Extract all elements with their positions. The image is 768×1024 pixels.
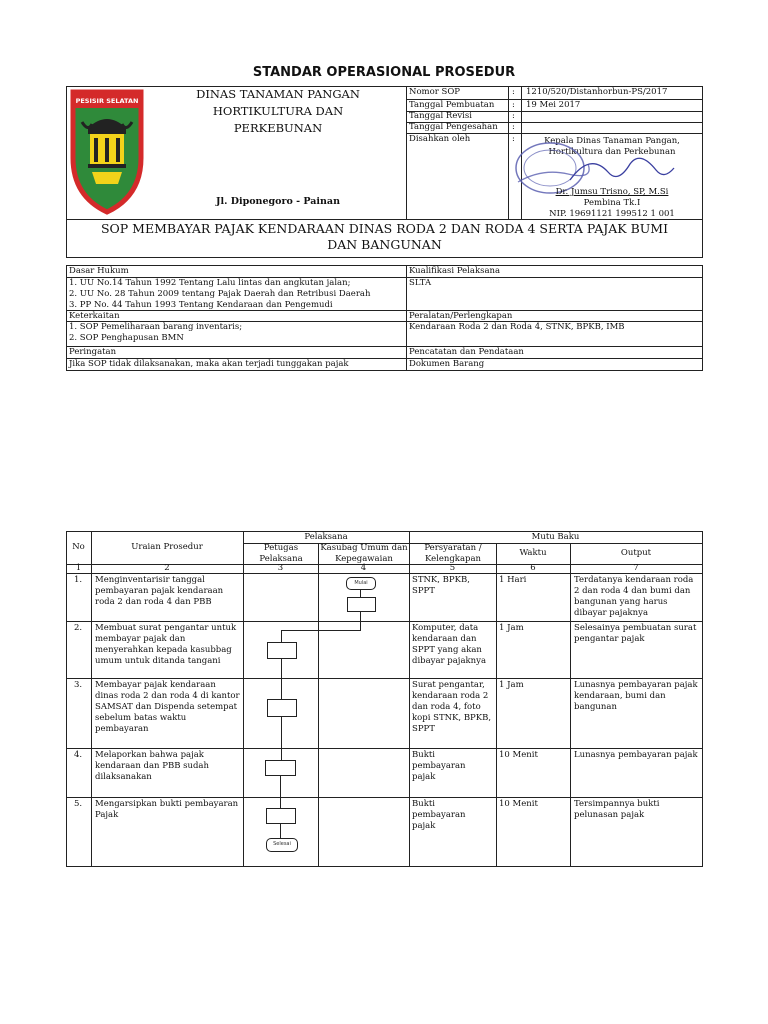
signatory-title-1: Kepala Dinas Tanaman Pangan, xyxy=(544,136,680,146)
doc-title: STANDAR OPERASIONAL PROSEDUR xyxy=(252,65,516,80)
row-waktu: 10 Menit xyxy=(499,750,538,760)
row-uraian: Membuat surat pengantar untuk membayar pajak dan menyerahkan kepada kasubbag umum untuk ditanda tangani xyxy=(95,623,237,666)
col-header-output: Output xyxy=(620,548,652,558)
col-header-persyaratan: Persyaratan / Kelengkapan xyxy=(424,543,482,564)
col-header-petugas: Petugas Pelaksana xyxy=(259,543,303,564)
row-syarat: Bukti pembayaran pajak xyxy=(412,750,466,782)
tanggal-revisi-label: Tanggal Revisi xyxy=(409,111,472,121)
colon: : xyxy=(512,122,515,132)
flow-end: Selesai xyxy=(266,838,298,852)
row-syarat: Komputer, data kendaraan dan SPPT yang akan dibayar pajaknya xyxy=(412,623,487,666)
row-output: Lunasnya pembayaran pajak kendaraan, bumi dan bangunan xyxy=(574,680,698,712)
keterkaitan-header: Keterkaitan xyxy=(69,311,120,321)
peralatan-value: Kendaraan Roda 2 dan Roda 4, STNK, BPKB, IMB xyxy=(409,322,625,332)
colon: : xyxy=(512,87,515,97)
agency-logo xyxy=(68,88,146,216)
peralatan-header: Peralatan/Perlengkapan xyxy=(409,311,513,321)
flow-step-box xyxy=(267,642,297,659)
peringatan-value: Jika SOP tidak dilaksanakan, maka akan terjadi tunggakan pajak xyxy=(69,359,349,369)
signatory-nip: NIP. 19691121 199512 1 001 xyxy=(549,209,675,219)
flow-step-box xyxy=(266,808,296,824)
flow-start: Mulai xyxy=(346,577,376,590)
col-number: 2 xyxy=(164,563,170,573)
keterkaitan-item: 2. SOP Penghapusan BMN xyxy=(69,333,184,343)
nomor-sop-value: 1210/520/Distanhorbun-PS/2017 xyxy=(526,87,668,97)
col-header-pelaksana: Pelaksana xyxy=(304,532,348,542)
signature xyxy=(560,150,680,190)
row-waktu: 1 Hari xyxy=(499,575,527,585)
tanggal-pembuatan-label: Tanggal Pembuatan xyxy=(409,100,495,110)
row-output: Lunasnya pembayaran pajak xyxy=(574,750,698,760)
col-header-no: No xyxy=(72,542,85,552)
signatory-name: Dr. Jumsu Trisno, SP, M.Si xyxy=(555,187,669,197)
row-no: 2. xyxy=(74,623,83,633)
agency-name-line1: DINAS TANAMAN PANGAN xyxy=(196,87,360,101)
kualifikasi-value: SLTA xyxy=(409,278,432,288)
col-header-uraian: Uraian Prosedur xyxy=(131,542,203,552)
signatory-title-2: Hortikultura dan Perkebunan xyxy=(548,147,676,157)
row-no: 5. xyxy=(74,799,83,809)
col-number: 7 xyxy=(633,563,639,573)
colon: : xyxy=(512,111,515,121)
disahkan-label: Disahkan oleh xyxy=(409,134,471,144)
row-waktu: 1 Jam xyxy=(499,680,524,690)
row-waktu: 10 Menit xyxy=(499,799,538,809)
row-output: Selesainya pembuatan surat pengantar pajak xyxy=(574,623,697,644)
flow-step-box xyxy=(347,597,376,612)
col-number: 6 xyxy=(530,563,536,573)
keterkaitan-item: 1. SOP Pemeliharaan barang inventaris; xyxy=(69,322,243,332)
dasar-hukum-header: Dasar Hukum xyxy=(69,266,129,276)
peringatan-header: Peringatan xyxy=(69,347,117,357)
tanggal-pembuatan-value: 19 Mei 2017 xyxy=(526,100,581,110)
colon: : xyxy=(512,100,515,110)
row-uraian: Menginventarisir tanggal pembayaran pajak kendaraan roda 2 dan roda 4 dan PBB xyxy=(95,575,224,607)
row-waktu: 1 Jam xyxy=(499,623,524,633)
logo-text: PESISIR SELATAN xyxy=(75,97,139,105)
row-no: 4. xyxy=(74,750,83,760)
kualifikasi-header: Kualifikasi Pelaksana xyxy=(409,266,501,276)
dasar-hukum-item: 2. UU No. 28 Tahun 2009 tentang Pajak Daerah dan Retribusi Daerah xyxy=(69,289,371,299)
nomor-sop-label: Nomor SOP xyxy=(409,87,461,97)
col-number: 5 xyxy=(449,563,456,573)
flow-step-box xyxy=(265,760,296,776)
row-uraian: Membayar pajak kendaraan dinas roda 2 dan roda 4 di kantor SAMSAT dan Dispenda setempat sebelum batas waktu pembayaran xyxy=(95,680,240,734)
row-uraian: Mengarsipkan bukti pembayaran Pajak xyxy=(95,799,239,820)
agency-name-line3: PERKEBUNAN xyxy=(233,121,323,135)
flow-step-box xyxy=(267,699,297,717)
row-output: Terdatanya kendaraan roda 2 dan roda 4 dan bumi dan bangunan yang harus dibayar pajaknya xyxy=(574,575,694,618)
sop-title-line2: DAN BANGUNAN xyxy=(327,237,442,252)
row-uraian: Melaporkan bahwa pajak kendaraan dan PBB sudah dilaksanakan xyxy=(95,750,209,782)
col-header-waktu: Waktu xyxy=(519,548,547,558)
col-header-mutu: Mutu Baku xyxy=(531,532,580,542)
row-no: 1. xyxy=(74,575,83,585)
col-number: 3 xyxy=(277,563,284,573)
agency-name-line2: HORTIKULTURA DAN xyxy=(212,104,344,118)
col-header-kasubag: Kasubag Umum dan Kepegawaian xyxy=(320,543,408,564)
agency-address: Jl. Diponegoro - Painan xyxy=(216,196,340,207)
colon: : xyxy=(512,134,515,144)
pencatatan-value: Dokumen Barang xyxy=(409,359,485,369)
signatory-rank: Pembina Tk.I xyxy=(583,198,641,208)
col-number: 4 xyxy=(360,563,367,573)
row-syarat: Bukti pembayaran pajak xyxy=(412,799,466,831)
dasar-hukum-item: 1. UU No.14 Tahun 1992 Tentang Lalu lintas dan angkutan jalan; xyxy=(69,278,351,288)
sop-title-line1: SOP MEMBAYAR PAJAK KENDARAAN DINAS RODA 2 DAN RODA 4 SERTA PAJAK BUMI xyxy=(100,221,669,236)
row-no: 3. xyxy=(74,680,83,690)
row-output: Tersimpannya bukti pelunasan pajak xyxy=(574,799,660,820)
dasar-hukum-item: 3. PP No. 44 Tahun 1993 Tentang Kendaraan dan Pengemudi xyxy=(69,300,333,310)
col-number: 1 xyxy=(75,563,82,573)
row-syarat: STNK, BPKB, SPPT xyxy=(412,575,470,596)
row-syarat: Surat pengantar, kendaraan roda 2 dan roda 4, foto kopi STNK, BPKB, SPPT xyxy=(412,680,492,734)
tanggal-pengesahan-label: Tanggal Pengesahan xyxy=(409,122,498,132)
pencatatan-header: Pencatatan dan Pendataan xyxy=(409,347,524,357)
